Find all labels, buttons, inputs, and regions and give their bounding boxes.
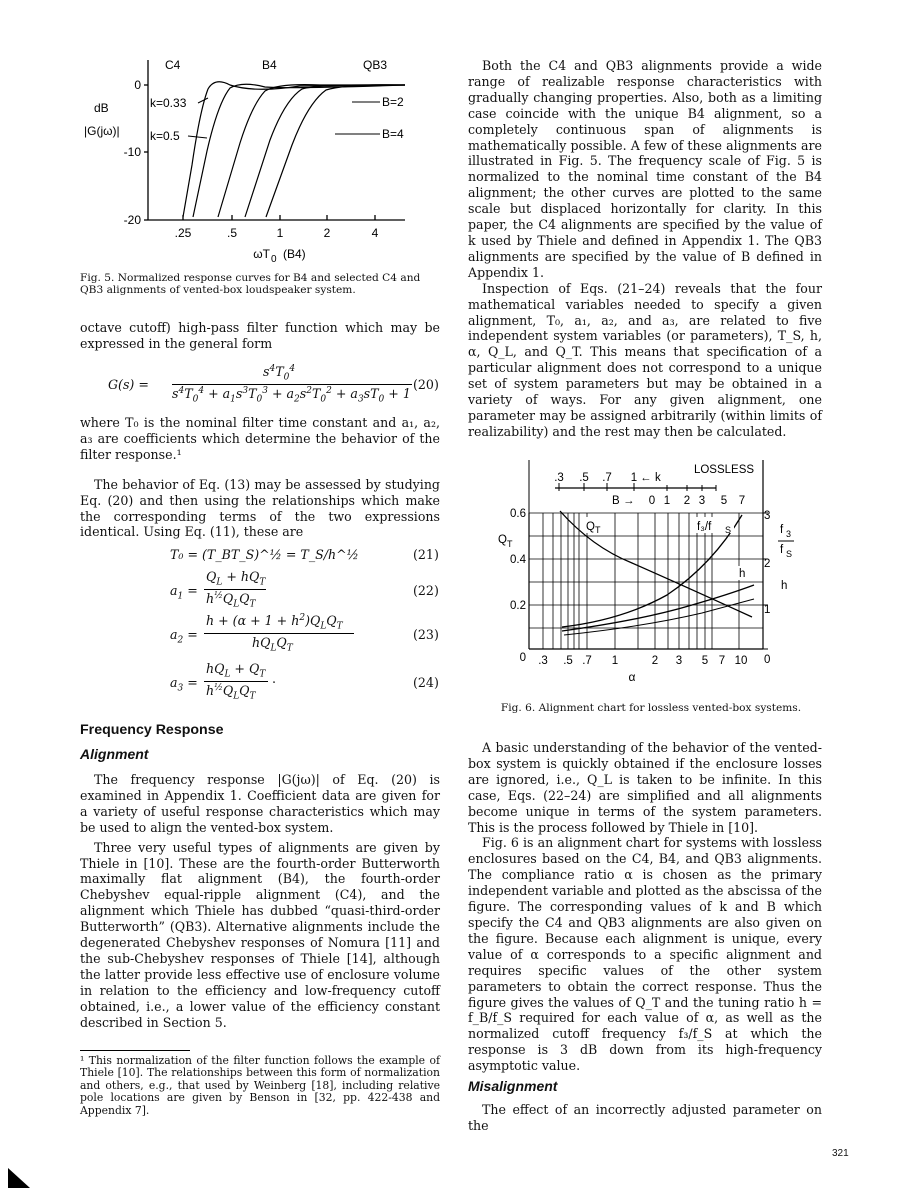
fig5-caption: Fig. 5. Normalized response curves for B4 and selected C4 and QB3 alignments of vented-box loudspeaker system. — [80, 272, 421, 297]
fig6-right-label-fs-sub: S — [786, 549, 793, 559]
fig6-ktick-07: .7 — [602, 472, 612, 484]
fig5-xtick-025: .25 — [174, 226, 192, 240]
fig6-curve-label-h: h — [739, 568, 746, 580]
fig6-btick-3: 3 — [698, 495, 706, 507]
left-paragraph-5: Three very useful types of alignments are given by Thiele in [10]. These are the fourth-order Butterworth maximally flat alignment (B4), the fourth-order Chebyshev equal-ripple alignment (C4), and the alignment which Thiele has dubbed “quasi-third-order Butterworth” (QB3). Alternative alignments include the degenerated Chebyshev responses of Nomura [11] and the sub-Chebyshev responses of Thiele [14], although the latter provide less effective use of enclosure volume in relation to the efficiency and low-frequency cutoff obtained, i.e., a lower value of the efficiency constant described in Section 5. — [80, 839, 440, 1030]
fig5-ylabel-db: dB — [94, 101, 109, 115]
fig6-xtick-10: 10 — [734, 655, 748, 667]
eq22-numerator: $Q_L + hQ_T$ — [206, 569, 266, 588]
fig6-ltick-0: 0 — [519, 652, 526, 664]
fig6-xtick-3: 3 — [675, 655, 683, 667]
fig6-b-arrow: → — [623, 495, 635, 507]
fig5-curve-qb3-b2 — [245, 85, 405, 217]
eq23-denominator: $hQ_LQ_T$ — [252, 635, 293, 654]
eq24-numerator: $hQ_L + Q_T$ — [206, 661, 266, 680]
fig6-right-label-fs: f — [780, 544, 784, 556]
fig5-xtick-4: 4 — [371, 226, 379, 240]
heading-misalignment: Misalignment — [468, 1078, 558, 1094]
fig6-ltick-04: 0.4 — [510, 554, 526, 566]
eq20-denominator: $s^4T_0^4 + a_1s^3T_0^3 + a_2s^2T_0^2 + a_3sT_0 + 1$ — [172, 386, 411, 405]
eq23-lhs: $a_2$ = — [170, 627, 198, 646]
fig5-xtick-1: 1 — [276, 226, 284, 240]
heading-frequency-response: Frequency Response — [80, 722, 224, 738]
fig6-left-axis-sub: T — [507, 539, 513, 549]
eq22-lhs: $a_1$ = — [170, 583, 198, 602]
heading-alignment: Alignment — [80, 746, 149, 762]
fig5-xlabel-suffix: (B4) — [283, 247, 306, 261]
fig6-right-label-h: h — [781, 580, 788, 592]
eq24-number: (24) — [413, 675, 439, 690]
fig6-xtick-2: 2 — [651, 655, 659, 667]
eq24-bar — [204, 681, 268, 682]
footnote: ¹ This normalization of the filter function follows the example of Thiele [10]. The relationships between this form of normalization and others, e.g., that used by Weinberg [18], including relative pole locations are given by Benson in [32, pp. 422-438 and Appendix 7]. — [80, 1054, 440, 1117]
fig5-ylabel-g: |G(jω)| — [84, 124, 120, 138]
eq20-lhs: G(s) = — [108, 377, 149, 392]
fig5-label-qb3: QB3 — [363, 58, 388, 72]
fig6-ltick-06: 0.6 — [510, 508, 526, 520]
fig6-chart — [492, 455, 822, 695]
fig6-b-label: B — [612, 495, 620, 507]
fig6-btick-0: 0 — [648, 495, 656, 507]
fig5-anno-b4: B=4 — [382, 127, 404, 141]
fig6-btick-7: 7 — [738, 495, 746, 507]
right-paragraph-2: Inspection of Eqs. (21–24) reveals that the four mathematical variables needed to specify a given alignment, T₀, a₁, a₂, and a₃, are related to five independent system variables (or parameters), T_S, h, α, Q_L, and Q_T. This means that specification of a particular alignment does not correspond to a unique set of system parameters but may be obtained in a variety of ways. For any given alignment, one parameter may be assigned arbitrarily (within limits of realizability) and the rest may then be calculated. — [468, 280, 822, 439]
eq22-denominator: $h^{\frac{1}{2}}Q_LQ_T$ — [206, 591, 256, 610]
eq22-number: (22) — [413, 583, 439, 598]
eq20-fraction-bar — [172, 384, 412, 385]
fig6-right-label-f3: f — [780, 524, 784, 536]
page-number: 321 — [832, 1148, 849, 1159]
fig5-ytick-10: -10 — [123, 145, 141, 159]
fig6-xtick-05: .5 — [563, 655, 573, 667]
fig5-xlabel-sub: 0 — [271, 254, 277, 265]
fig5-xtick-2: 2 — [323, 226, 331, 240]
fig6-caption: Fig. 6. Alignment chart for lossless vented-box systems. — [500, 702, 802, 714]
equations-21-24: T₀ = (T_BT_S)^½ = T_S/h^½ (21) $a_1$ = $Q_L + hQ_T$ $h^{\frac{1}{2}}Q_LQ_T$ (22) $a_2$ = $h + (\alpha + 1 + h^2)Q_LQ_T$ $hQ_LQ_T$ (23) $a_3$ = $hQ_L + Q_T$ $h^{\frac{1}{2}}Q_LQ_T$ . (24) — [170, 547, 439, 702]
left-column-intro — [80, 320, 440, 352]
fig6-right-label-f3-sub: 3 — [786, 529, 792, 539]
left-paragraph-1: octave cutoff) high-pass filter function which may be expressed in the general form — [80, 320, 440, 351]
fig6-ktick-05: .5 — [579, 472, 589, 484]
fig6-rtick-3: 3 — [764, 510, 771, 522]
eq21-number: (21) — [413, 547, 439, 562]
fig6-rtick-2: 2 — [764, 558, 771, 570]
fig5-xlabel: ωT — [253, 247, 270, 261]
fig5-label-b4: B4 — [262, 58, 277, 72]
eq20-numerator: $s^4T_0^4$ — [263, 364, 296, 383]
eq22-bar — [204, 589, 266, 590]
fig6-btick-2: 2 — [683, 495, 691, 507]
fig6-ltick-02: 0.2 — [510, 600, 526, 612]
fig6-title: LOSSLESS — [693, 464, 755, 476]
fig5-curve-b4 — [218, 85, 405, 217]
fig6-curve-label-q: Q — [586, 521, 595, 533]
fig6-k-arrow: ← — [640, 472, 652, 484]
eq24-denominator: $h^{\frac{1}{2}}Q_LQ_T$ — [206, 683, 256, 702]
fig6-rtick-1: 1 — [764, 604, 771, 616]
fig6-left-axis-label: Q — [498, 534, 507, 546]
fig6-xtick-07: .7 — [582, 655, 592, 667]
right-column-top — [468, 58, 822, 440]
fig5-xtick-05: .5 — [226, 226, 238, 240]
eq23-number: (23) — [413, 627, 439, 642]
fig6-ktick-03: .3 — [554, 472, 564, 484]
fig6-xtick-03: .3 — [538, 655, 548, 667]
eq20-number: (20) — [413, 377, 439, 392]
fig5-anno-b2: B=2 — [382, 95, 404, 109]
fig6-btick-5: 5 — [720, 495, 728, 507]
left-paragraph-3: The behavior of Eq. (13) may be assessed by studying Eq. (20) and then using the relationships which make the corresponding terms of the two expressions identical. Using Eq. (11), these are — [80, 476, 440, 540]
fig5-curve-c4-k05 — [193, 84, 405, 217]
fig5-ytick-20: -20 — [123, 213, 141, 227]
eq23-bar — [204, 633, 354, 634]
fig5-label-c4: C4 — [165, 58, 181, 72]
fig5-anno-k05: k=0.5 — [150, 129, 180, 143]
eq23-numerator: $h + (\alpha + 1 + h^2)Q_LQ_T$ — [206, 613, 343, 632]
fig6-xtick-7: 7 — [718, 655, 726, 667]
fig6-ktick-1: 1 — [630, 472, 638, 484]
left-column-body-b — [80, 772, 440, 1031]
fig5-ytick-0: 0 — [134, 78, 141, 92]
fig5-anno-k033: k=0.33 — [150, 96, 187, 110]
fig6-curve-h — [562, 585, 754, 631]
fig6-curve-label-t: T — [595, 525, 601, 535]
right-paragraph-3: A basic understanding of the behavior of the vented-box system is quickly obtained if the enclosure losses are ignored, i.e., Q_L is taken to be infinite. In this case, Eqs. (22–24) are simplified and all alignments become unique in terms of the system parameters. This is the process followed by Thiele in [10]. — [468, 740, 822, 835]
fig6-xlabel: α — [628, 670, 636, 684]
fig6-k-label: k — [655, 472, 661, 484]
left-paragraph-2: where T₀ is the nominal filter time constant and a₁, a₂, a₃ are coefficients which determine the behavior of the filter response.¹ — [80, 415, 440, 462]
right-column-end — [468, 1102, 822, 1134]
fig6-rtick-0: 0 — [764, 654, 771, 666]
left-paragraph-4: The frequency response |G(jω)| of Eq. (20) is examined in Appendix 1. Coefficient data are given for a variety of useful response characteristics which may be used to align the vented-box system. — [80, 772, 440, 835]
left-column-body-a — [80, 415, 440, 540]
right-paragraph-1: Both the C4 and QB3 alignments provide a wide range of realizable response characteristics with gradually changing properties. Also, both as a limiting case coincide with the unique B4 alignment, so a completely continuous span of alignments is mathematically possible. A few of these alignments are illustrated in Fig. 5. The frequency scale of Fig. 5 is normalized to the nominal time constant of the B4 alignment; the other curves are plotted to the same scale but displaced horizontally for clarity. In this paper, the C4 alignments are specified by the value of k used by Thiele and defined in Appendix 1. The QB3 alignments are specified by the value of B defined in Appendix 1. — [468, 58, 822, 280]
right-column-bottom — [468, 740, 822, 1074]
fig6-curve-label-s: S — [725, 525, 732, 535]
eq21: T₀ = (T_BT_S)^½ = T_S/h^½ — [170, 547, 359, 562]
right-paragraph-4: Fig. 6 is an alignment chart for systems with lossless enclosures based on the C4, B4, and QB3 alignments. The compliance ratio α is chosen as the primary independent variable and plotted as the abscissa of the figure. The corresponding values of k and B which specify the C4 and QB3 alignments are also given on the figure. Because each alignment is unique, every value of α corresponds to a specific alignment and requires specific values of the other system parameters to obtain the correct response. Thus the figure gives the values of Q_T and the tuning ratio h = f_B/f_S required for each value of α, as well as the normalized cutoff frequency f₃/f_S at which the response is 3 dB down from its high-frequency asymptotic value. — [468, 835, 822, 1074]
fig6-xtick-5: 5 — [701, 655, 709, 667]
fig6-btick-1: 1 — [663, 495, 671, 507]
corner-mark — [8, 1168, 32, 1188]
eq24-lhs: $a_3$ = — [170, 675, 198, 694]
fig6-xtick-1: 1 — [611, 655, 619, 667]
footnote-rule — [80, 1050, 190, 1051]
right-paragraph-5: The effect of an incorrectly adjusted parameter on the — [468, 1102, 822, 1133]
fig6-curve-label-f3fs: f₃/f — [697, 521, 712, 533]
fig5-chart — [80, 55, 440, 270]
equation-20 — [80, 360, 440, 410]
